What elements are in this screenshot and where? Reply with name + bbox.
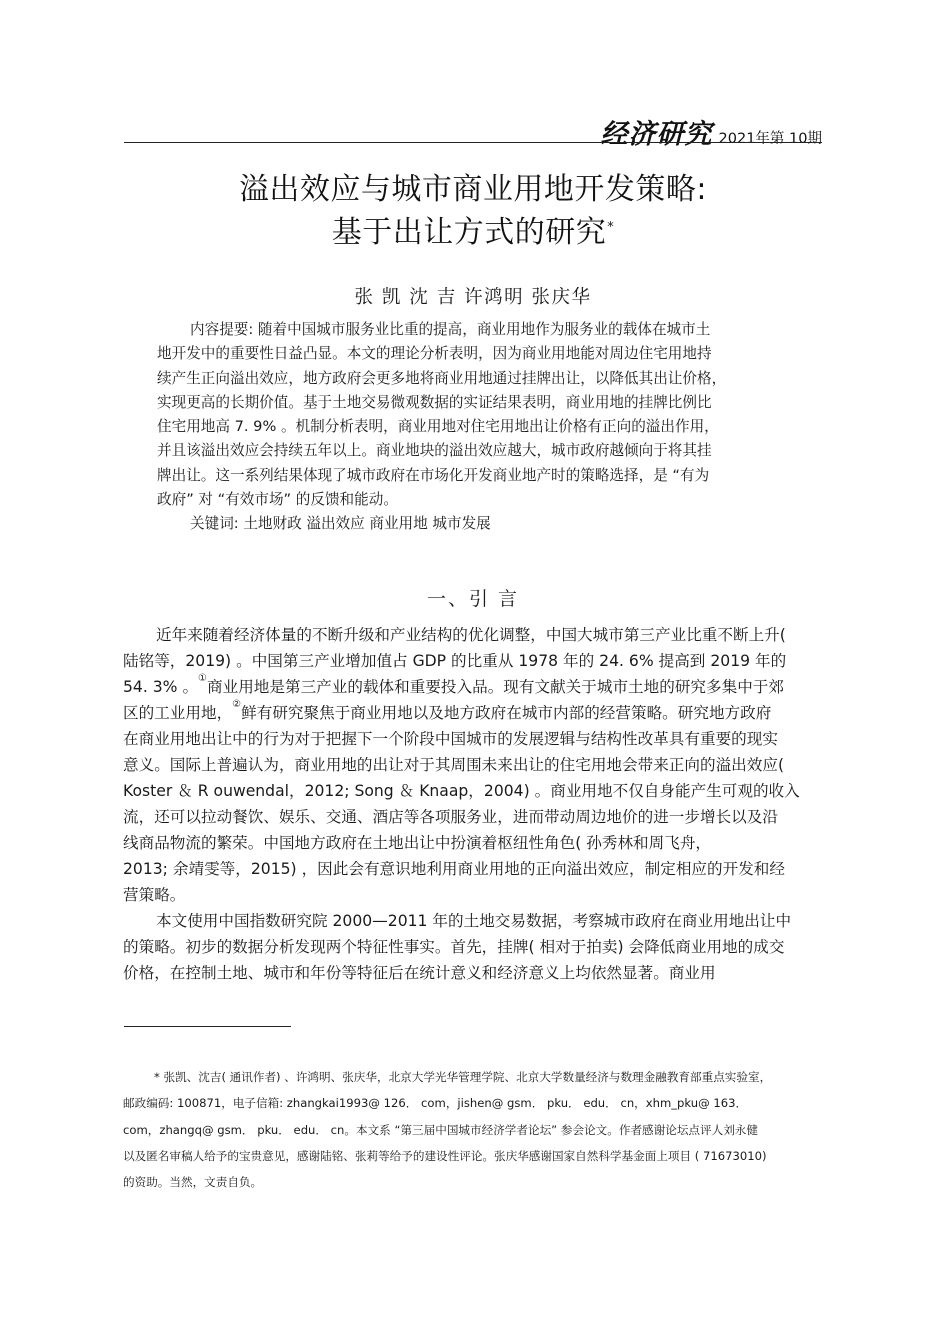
footnote-line: 以及匿名审稿人给予的宝贵意见，感谢陆铭、张莉等给予的建设性评论。张庆华感谢国家自然科学基金面上项目 ( 71673010): [123, 1148, 767, 1163]
abstract-line: 地开发中的重要性日益凸显。本文的理论分析表明，因为商业用地能对周边住宅用地持: [157, 345, 712, 363]
footnote-line: * 张凯、沈吉( 通讯作者) 、许鸿明、张庆华，北京大学光华管理学院、北京大学数量经济与数理金融教育部重点实验室，: [154, 1070, 772, 1084]
body-line: [123, 700, 835, 726]
body-line: 价格，在控制土地、城市和年份等特征后在统计意义和经济意义上均依然显著。商业用: [123, 964, 716, 982]
body-line: 流，还可以拉动餐饮、娱乐、交通、酒店等各项服务业，进而带动周边地价的进一步增长以及沿: [123, 808, 778, 826]
paper-title-line-2-text: 基于出让方式的研究: [331, 215, 607, 250]
body-line-text: 区的工业用地，: [123, 704, 233, 722]
footnote-line: 邮政编码: 100871，电子信箱: zhangkai1993@ 126． com，jishen@ gsm． pku． edu． cn，xhm_pku@ 163．: [123, 1096, 748, 1111]
body-line: [123, 674, 835, 700]
author-footnote: [123, 1064, 835, 1195]
abstract-line: 内容提要: 随着中国城市服务业比重的提高，商业用地作为服务业的载体在城市土: [190, 321, 711, 338]
abstract-line: 续产生正向溢出效应，地方政府会更多地将商业用地通过挂牌出让，以降低其出让价格，: [157, 369, 727, 387]
body-text: [123, 622, 835, 986]
paper-title-line-1: 溢出效应与城市商业用地开发策略:: [238, 172, 708, 207]
body-line: 2013; 余靖雯等，2015) ，因此会有意识地利用商业用地的正向溢出效应，制定相应的开发和经: [123, 860, 785, 878]
body-line: Koster ＆ R ouwendal，2012; Song ＆ Knaap，2004) 。商业用地不仅自身能产生可观的收入: [123, 782, 800, 800]
body-line: 营策略。: [123, 886, 186, 904]
body-line: 在商业用地出让中的行为对于把握下一个阶段中国城市的发展逻辑与结构性改革具有重要的现实: [123, 730, 778, 748]
abstract-line: 住宅用地高 7. 9% 。机制分析表明，商业用地对住宅用地出让价格有正向的溢出作用，: [157, 418, 719, 436]
body-line-text: 鲜有研究聚焦于商业用地以及地方政府在城市内部的经营策略。研究地方政府: [241, 704, 772, 722]
abstract-line: 并且该溢出效应会持续五年以上。商业地块的溢出效应越大，城市政府越倾向于将其挂: [157, 442, 712, 460]
footnote-ref-2[interactable]: ②: [232, 699, 242, 710]
issue-label: 2021年第 10期: [718, 131, 822, 147]
paper-title-line-2: [124, 207, 822, 251]
running-header: [124, 112, 822, 150]
keywords: 关键词: 土地财政 溢出效应 商业用地 城市发展: [190, 515, 491, 533]
body-line: 意义。国际上普遍认为，商业用地的出让对于其周围未来出让的住宅用地会带来正向的溢出效应(: [123, 756, 785, 774]
abstract-line: 政府” 对 “有效市场” 的反馈和能动。: [157, 491, 398, 509]
footnote-ref-1[interactable]: ①: [198, 673, 208, 684]
body-line: 近年来随着经济体量的不断升级和产业结构的优化调整，中国大城市第三产业比重不断上升(: [156, 626, 786, 644]
body-line: 本文使用中国指数研究院 2000—2011 年的土地交易数据，考察城市政府在商业用地出让中: [156, 912, 792, 930]
body-line: 的策略。初步的数据分析发现两个特征性事实。首先，挂牌( 相对于拍卖) 会降低商业用地的成交: [123, 938, 785, 956]
body-line: 陆铭等，2019) 。中国第三产业增加值占 GDP 的比重从 1978 年的 24. 6% 提高到 2019 年的: [123, 652, 787, 670]
author-list: 张 凯 沈 吉 许鸿明 张庆华: [354, 287, 592, 308]
footnote-line: com，zhangq@ gsm． pku． edu． cn。本文系 “第三届中国城市经济学者论坛” 参会论文。作者感谢论坛点评人刘永健: [123, 1122, 758, 1137]
section-heading: 一、引 言: [426, 588, 520, 610]
title-footnote-mark: *: [607, 220, 615, 235]
body-line-text: 54. 3% 。: [123, 678, 199, 696]
body-line: 线商品物流的繁荣。中国地方政府在土地出让中扮演着枢纽性角色( 孙秀林和周飞舟，: [123, 834, 712, 852]
footnote-rule: [124, 1026, 291, 1027]
body-line-text: 商业用地是第三产业的载体和重要投入品。现有文献关于城市土地的研究多集中于郊: [207, 678, 784, 696]
header-rule: [124, 142, 822, 143]
journal-logo: 经济研究: [600, 119, 713, 150]
abstract-line: 牌出让。这一系列结果体现了城市政府在市场化开发商业地产时的策略选择，是 “有为: [157, 466, 710, 484]
abstract: [157, 318, 801, 537]
abstract-line: 实现更高的长期价值。基于土地交易微观数据的实证结果表明，商业用地的挂牌比例比: [157, 393, 712, 411]
footnote-line: 的资助。当然，文责自负。: [123, 1175, 263, 1190]
